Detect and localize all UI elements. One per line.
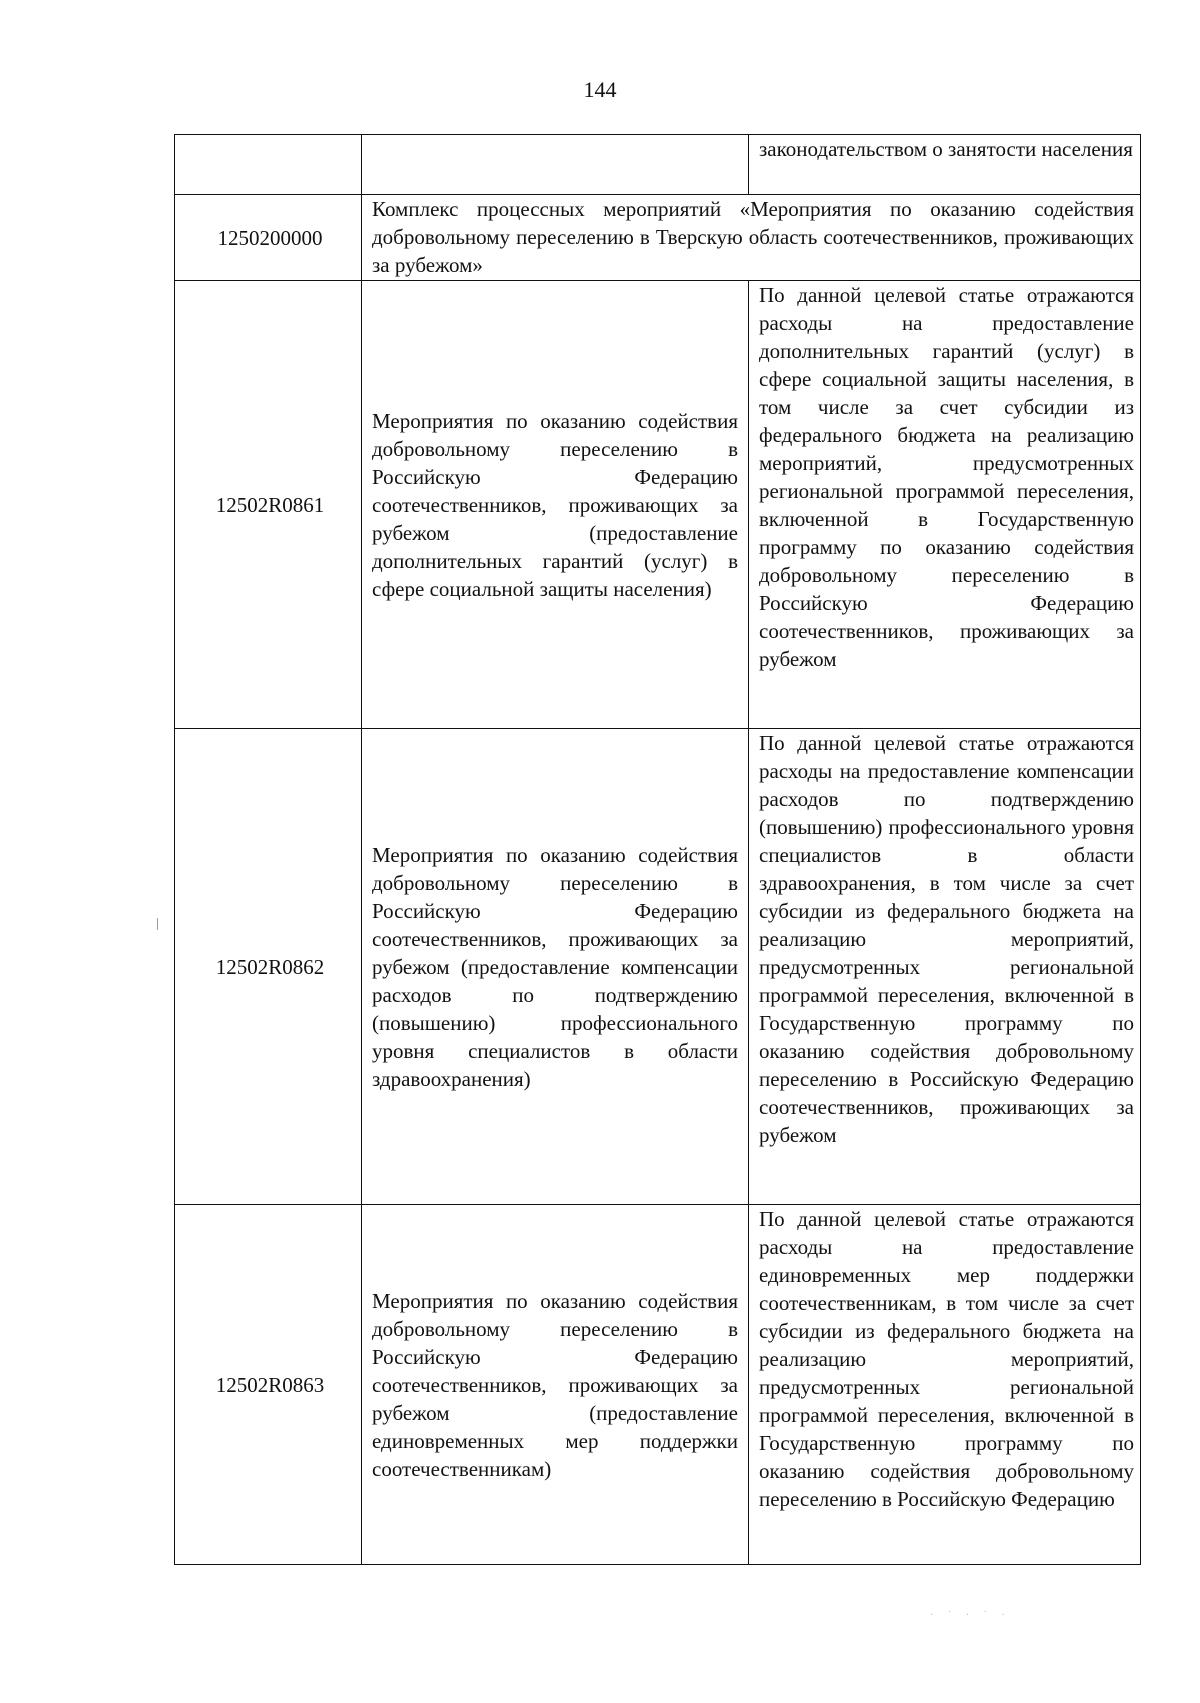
page-number: 144 (583, 77, 617, 102)
row-name-cell (362, 135, 749, 195)
row-name-cell: Мероприятия по оказанию содействия добровольному переселению в Российскую Федерацию соотечественников, проживающих за рубежом (предоставление единовременных мер поддержки соотечественникам) (362, 1205, 749, 1565)
row-description-cell: По данной целевой статье отражаются расходы на предоставление дополнительных гарантий (услуг) в сфере социальной защиты населения, в том числе за счет субсидии из федерального бюджета на реализацию мероприятий, предусмотренных региональной программой переселения, включенной в Государственную программу по оказанию содействия добровольному переселению в Российскую Федерацию соотечественников, проживающих за рубежом (749, 281, 1141, 729)
row-code-cell (175, 135, 362, 195)
table-row (175, 729, 1141, 1205)
table-row (175, 1205, 1141, 1565)
table-row (175, 135, 1141, 195)
budget-classification-table (174, 134, 1141, 1565)
row-code-cell: 1250200000 (175, 195, 362, 281)
row-name-cell: Мероприятия по оказанию содействия добровольному переселению в Российскую Федерацию соотечественников, проживающих за рубежом (предоставление дополнительных гарантий (услуг) в сфере социальной защиты населения) (362, 281, 749, 729)
row-code-cell: 12502R0863 (175, 1205, 362, 1565)
row-name-cell: Мероприятия по оказанию содействия добровольному переселению в Российскую Федерацию соотечественников, проживающих за рубежом (предоставление компенсации расходов по подтверждению (повышению) профессионального уровня специалистов в области здравоохранения) (362, 729, 749, 1205)
row-description-cell: По данной целевой статье отражаются расходы на предоставление компенсации расходов по подтверждению (повышению) профессионального уровня специалистов в области здравоохранения, в том числе за счет субсидии из федерального бюджета на реализацию мероприятий, предусмотренных региональной программой переселения, включенной в Государственную программу по оказанию содействия добровольному переселению в Российскую Федерацию соотечественников, проживающих за рубежом (749, 729, 1141, 1205)
row-code-cell: 12502R0861 (175, 281, 362, 729)
row-code-cell: 12502R0862 (175, 729, 362, 1205)
row-description-cell: По данной целевой статье отражаются расходы на предоставление единовременных мер поддержки соотечественникам, в том числе за счет субсидии из федерального бюджета на реализацию мероприятий, предусмотренных региональной программой переселения, включенной в Государственную программу по оказанию содействия добровольному переселению в Российскую Федерацию (749, 1205, 1141, 1565)
complex-title-cell: Комплекс процессных мероприятий «Мероприятия по оказанию содействия добровольному переселению в Тверскую область соотечественников, проживающих за рубежом» (362, 195, 1141, 281)
scan-margin-mark (157, 918, 158, 930)
table-row (175, 281, 1141, 729)
table-row (175, 195, 1141, 281)
scan-noise-specks: · ˙ · ˙ · (930, 1610, 1011, 1621)
row-description-cell: законодательством о занятости населения (749, 135, 1141, 195)
